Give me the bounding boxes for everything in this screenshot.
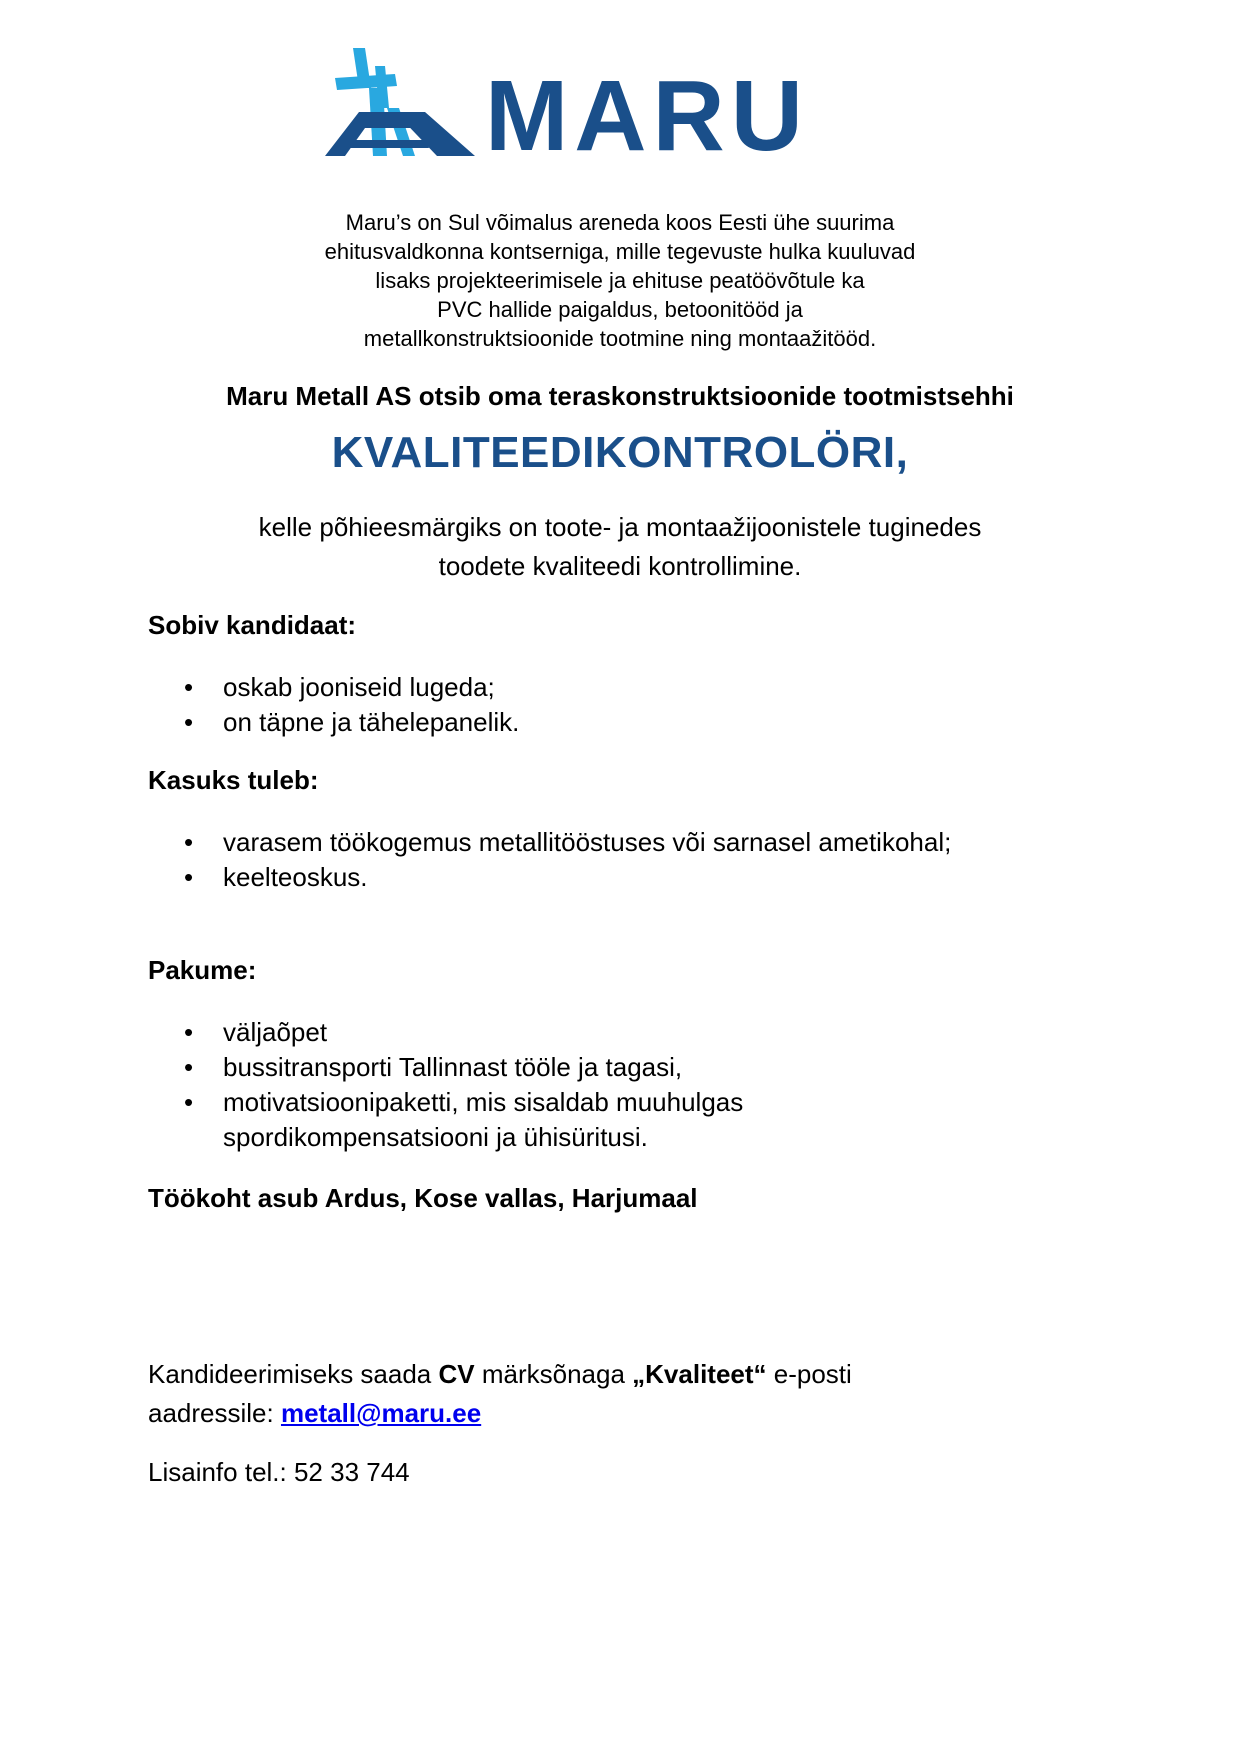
apply-line-1 — [148, 1355, 852, 1394]
description-line: toodete kvaliteedi kontrollimine. — [438, 551, 802, 581]
list-item-text: oskab jooniseid lugeda; — [223, 672, 495, 702]
email-link[interactable]: metall@maru.ee — [280, 1398, 482, 1428]
bullet-icon: • — [184, 1087, 194, 1117]
intro-line: PVC hallide paigaldus, betoonitööd ja — [437, 297, 803, 322]
list-item — [148, 860, 1108, 895]
bullet-icon: • — [184, 827, 194, 857]
location-line: Töökoht asub Ardus, Kose vallas, Harjumaal — [148, 1183, 698, 1213]
candidate-list — [148, 670, 1108, 740]
apply-cv: CV — [438, 1359, 475, 1389]
apply-prefix: Kandideerimiseks saada — [148, 1359, 439, 1389]
list-item — [148, 1085, 848, 1155]
offer-heading: Pakume: — [148, 955, 257, 985]
job-title: KVALITEEDIKONTROLÖRI, — [331, 428, 909, 477]
intro-line: ehitusvaldkonna kontserniga, mille tegevuste hulka kuuluvad — [324, 239, 916, 264]
apply-suffix: e-posti — [766, 1359, 852, 1389]
bullet-icon: • — [184, 862, 194, 892]
apply-middle: märksõnaga — [474, 1359, 633, 1389]
list-item-text: keelteoskus. — [223, 862, 368, 892]
bullet-icon: • — [184, 672, 194, 702]
list-item — [148, 1050, 848, 1085]
list-item-text: on täpne ja tähelepanelik. — [223, 707, 520, 737]
list-item-text: bussitransporti Tallinnast tööle ja tagasi, — [223, 1052, 683, 1082]
candidate-heading: Sobiv kandidaat: — [148, 610, 357, 640]
advantage-heading: Kasuks tuleb: — [148, 765, 319, 795]
apply-keyword: „Kvaliteet“ — [632, 1359, 767, 1389]
maru-logo — [325, 48, 925, 178]
list-item — [148, 670, 1108, 705]
intro-line: Maru’s on Sul võimalus areneda koos Eesti ühe suurima — [345, 210, 895, 235]
intro-line: metallkonstruktsioonide tootmine ning montaažitööd. — [363, 326, 877, 351]
list-item-text: väljaõpet — [223, 1017, 328, 1047]
list-item — [148, 825, 1108, 860]
description-line: kelle põhieesmärgiks on toote- ja montaažijoonistele tuginedes — [258, 512, 982, 542]
headline: Maru Metall AS otsib oma teraskonstruktsioonide tootmistsehhi — [226, 381, 1014, 411]
bullet-icon: • — [184, 707, 194, 737]
apply-address-prefix: aadressile: — [148, 1398, 281, 1428]
list-item — [148, 1015, 848, 1050]
intro-line: lisaks projekteerimisele ja ehituse peatöövõtule ka — [375, 268, 865, 293]
bullet-icon: • — [184, 1017, 194, 1047]
apply-line-2 — [148, 1394, 481, 1433]
advantage-list — [148, 825, 1108, 895]
list-item-text: varasem töökogemus metallitööstuses või sarnasel ametikohal; — [223, 827, 952, 857]
job-description — [160, 508, 1080, 586]
contact-line: Lisainfo tel.: 52 33 744 — [148, 1457, 410, 1487]
intro-paragraph — [200, 208, 1040, 353]
offer-list — [148, 1015, 848, 1155]
list-item — [148, 705, 1108, 740]
bullet-icon: • — [184, 1052, 194, 1082]
maru-logo-text: MARU — [485, 60, 809, 172]
list-item-text: motivatsioonipaketti, mis sisaldab muuhulgas spordikompensatsiooni ja ühisüritusi. — [223, 1087, 744, 1152]
